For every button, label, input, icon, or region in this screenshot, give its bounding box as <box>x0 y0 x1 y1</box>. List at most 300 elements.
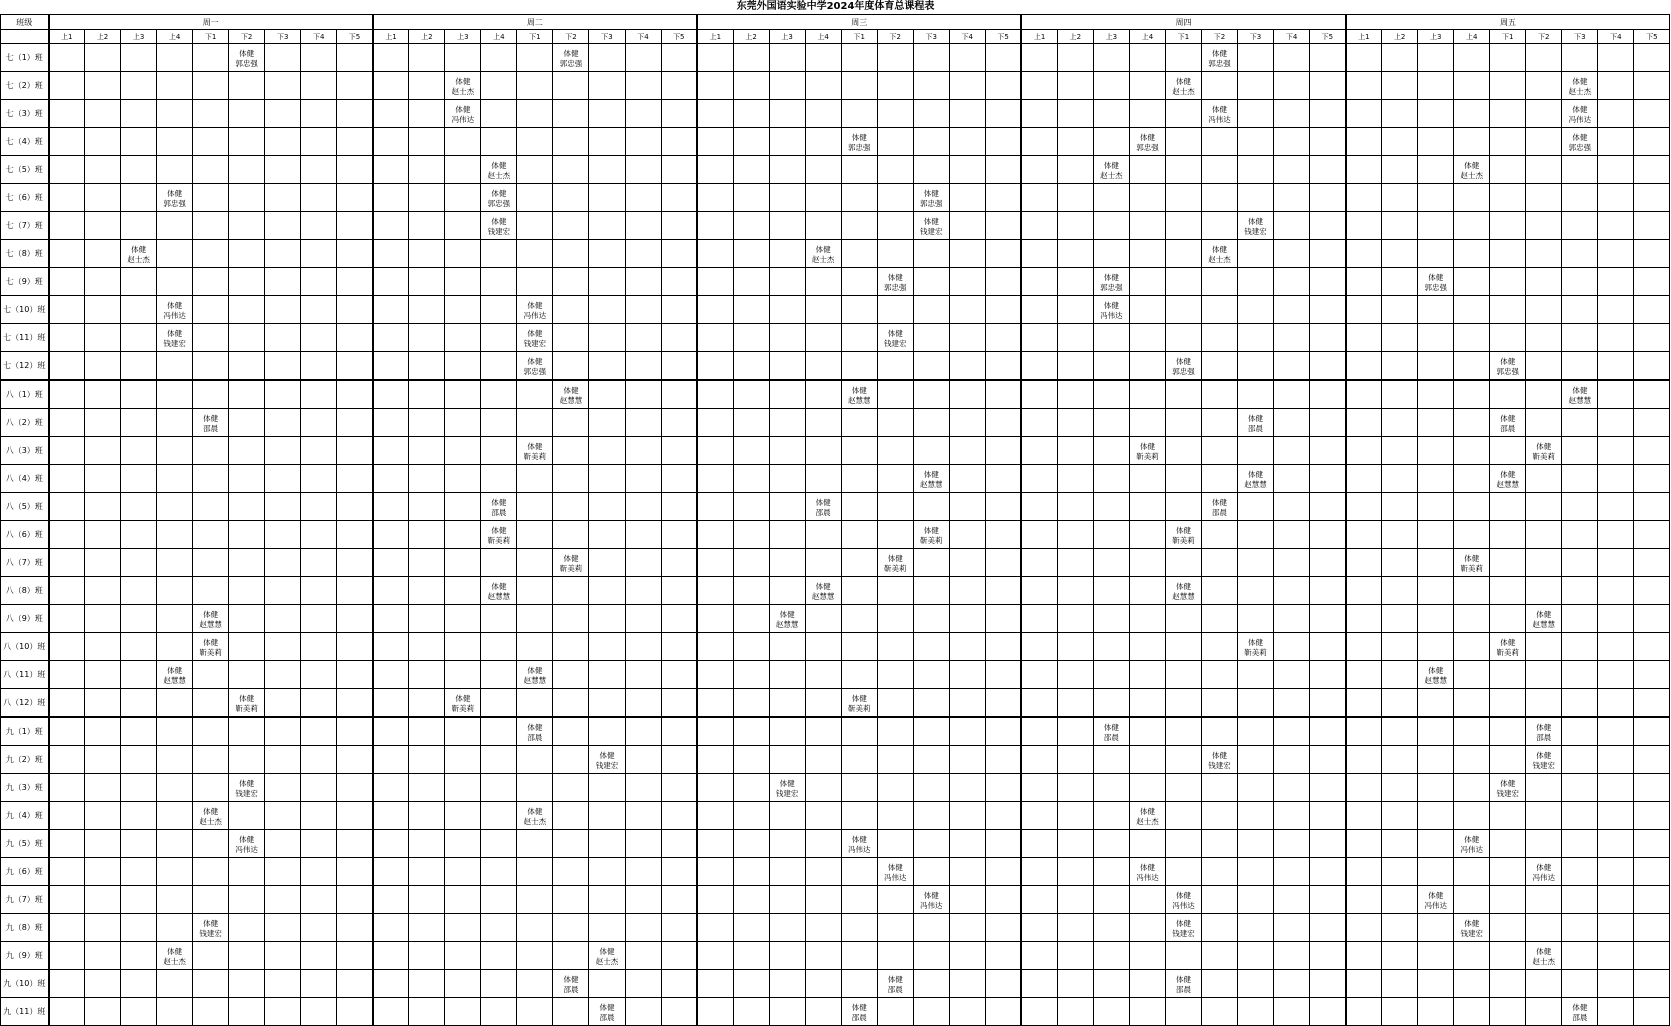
empty-cell[interactable] <box>409 100 445 128</box>
empty-cell[interactable] <box>1310 352 1346 381</box>
empty-cell[interactable] <box>1598 661 1634 689</box>
empty-cell[interactable] <box>49 717 85 746</box>
empty-cell[interactable] <box>193 661 229 689</box>
empty-cell[interactable] <box>85 633 121 661</box>
empty-cell[interactable] <box>301 521 337 549</box>
empty-cell[interactable] <box>1021 914 1057 942</box>
empty-cell[interactable] <box>85 942 121 970</box>
empty-cell[interactable] <box>517 998 553 1026</box>
empty-cell[interactable] <box>337 128 373 156</box>
empty-cell[interactable] <box>1274 633 1310 661</box>
empty-cell[interactable] <box>1634 802 1670 830</box>
empty-cell[interactable] <box>1598 942 1634 970</box>
empty-cell[interactable] <box>265 268 301 296</box>
empty-cell[interactable] <box>1238 324 1274 352</box>
empty-cell[interactable] <box>769 324 805 352</box>
empty-cell[interactable] <box>733 521 769 549</box>
empty-cell[interactable] <box>301 858 337 886</box>
empty-cell[interactable] <box>913 352 949 381</box>
empty-cell[interactable] <box>49 72 85 100</box>
empty-cell[interactable] <box>1490 998 1526 1026</box>
empty-cell[interactable] <box>841 465 877 493</box>
empty-cell[interactable] <box>1057 886 1093 914</box>
empty-cell[interactable] <box>553 409 589 437</box>
empty-cell[interactable] <box>625 128 661 156</box>
empty-cell[interactable] <box>985 661 1021 689</box>
empty-cell[interactable] <box>1310 774 1346 802</box>
empty-cell[interactable] <box>1310 661 1346 689</box>
empty-cell[interactable] <box>1598 858 1634 886</box>
empty-cell[interactable] <box>157 156 193 184</box>
empty-cell[interactable] <box>481 437 517 465</box>
empty-cell[interactable] <box>121 914 157 942</box>
empty-cell[interactable] <box>589 465 625 493</box>
empty-cell[interactable] <box>661 830 697 858</box>
empty-cell[interactable] <box>661 802 697 830</box>
empty-cell[interactable] <box>85 605 121 633</box>
empty-cell[interactable] <box>409 774 445 802</box>
empty-cell[interactable] <box>661 465 697 493</box>
empty-cell[interactable] <box>1634 72 1670 100</box>
lesson-cell[interactable] <box>1490 352 1526 381</box>
empty-cell[interactable] <box>1346 914 1382 942</box>
empty-cell[interactable] <box>877 72 913 100</box>
empty-cell[interactable] <box>1562 352 1598 381</box>
empty-cell[interactable] <box>1202 465 1238 493</box>
empty-cell[interactable] <box>661 156 697 184</box>
empty-cell[interactable] <box>49 774 85 802</box>
empty-cell[interactable] <box>1454 184 1490 212</box>
empty-cell[interactable] <box>49 268 85 296</box>
empty-cell[interactable] <box>373 549 409 577</box>
empty-cell[interactable] <box>301 746 337 774</box>
empty-cell[interactable] <box>1057 437 1093 465</box>
empty-cell[interactable] <box>337 689 373 718</box>
empty-cell[interactable] <box>121 465 157 493</box>
empty-cell[interactable] <box>913 72 949 100</box>
empty-cell[interactable] <box>121 886 157 914</box>
empty-cell[interactable] <box>697 240 733 268</box>
empty-cell[interactable] <box>769 352 805 381</box>
empty-cell[interactable] <box>661 44 697 72</box>
lesson-cell[interactable] <box>589 746 625 774</box>
empty-cell[interactable] <box>841 324 877 352</box>
empty-cell[interactable] <box>1274 437 1310 465</box>
empty-cell[interactable] <box>1310 914 1346 942</box>
empty-cell[interactable] <box>1238 128 1274 156</box>
empty-cell[interactable] <box>1526 184 1562 212</box>
lesson-cell[interactable] <box>913 886 949 914</box>
empty-cell[interactable] <box>1129 268 1165 296</box>
empty-cell[interactable] <box>1021 802 1057 830</box>
empty-cell[interactable] <box>481 774 517 802</box>
empty-cell[interactable] <box>373 296 409 324</box>
empty-cell[interactable] <box>121 493 157 521</box>
empty-cell[interactable] <box>481 717 517 746</box>
empty-cell[interactable] <box>1418 380 1454 409</box>
empty-cell[interactable] <box>1418 914 1454 942</box>
empty-cell[interactable] <box>1274 72 1310 100</box>
empty-cell[interactable] <box>481 689 517 718</box>
empty-cell[interactable] <box>301 998 337 1026</box>
empty-cell[interactable] <box>121 100 157 128</box>
empty-cell[interactable] <box>85 212 121 240</box>
empty-cell[interactable] <box>193 521 229 549</box>
lesson-cell[interactable] <box>1454 156 1490 184</box>
empty-cell[interactable] <box>1598 970 1634 998</box>
empty-cell[interactable] <box>1634 352 1670 381</box>
empty-cell[interactable] <box>1202 380 1238 409</box>
empty-cell[interactable] <box>1310 746 1346 774</box>
empty-cell[interactable] <box>1634 633 1670 661</box>
empty-cell[interactable] <box>373 465 409 493</box>
empty-cell[interactable] <box>409 746 445 774</box>
empty-cell[interactable] <box>625 605 661 633</box>
empty-cell[interactable] <box>157 717 193 746</box>
empty-cell[interactable] <box>1490 100 1526 128</box>
empty-cell[interactable] <box>625 521 661 549</box>
empty-cell[interactable] <box>1202 212 1238 240</box>
empty-cell[interactable] <box>1346 521 1382 549</box>
empty-cell[interactable] <box>481 830 517 858</box>
empty-cell[interactable] <box>769 942 805 970</box>
empty-cell[interactable] <box>481 886 517 914</box>
empty-cell[interactable] <box>1129 577 1165 605</box>
empty-cell[interactable] <box>1274 774 1310 802</box>
empty-cell[interactable] <box>265 128 301 156</box>
empty-cell[interactable] <box>697 324 733 352</box>
empty-cell[interactable] <box>553 858 589 886</box>
empty-cell[interactable] <box>1634 268 1670 296</box>
empty-cell[interactable] <box>1310 886 1346 914</box>
empty-cell[interactable] <box>481 128 517 156</box>
empty-cell[interactable] <box>1129 156 1165 184</box>
empty-cell[interactable] <box>1454 521 1490 549</box>
lesson-cell[interactable] <box>193 802 229 830</box>
empty-cell[interactable] <box>517 746 553 774</box>
empty-cell[interactable] <box>1454 970 1490 998</box>
lesson-cell[interactable] <box>553 549 589 577</box>
empty-cell[interactable] <box>517 465 553 493</box>
empty-cell[interactable] <box>1562 633 1598 661</box>
empty-cell[interactable] <box>1021 184 1057 212</box>
empty-cell[interactable] <box>121 409 157 437</box>
empty-cell[interactable] <box>985 44 1021 72</box>
empty-cell[interactable] <box>373 802 409 830</box>
empty-cell[interactable] <box>553 802 589 830</box>
empty-cell[interactable] <box>1274 128 1310 156</box>
empty-cell[interactable] <box>1057 212 1093 240</box>
empty-cell[interactable] <box>1346 324 1382 352</box>
empty-cell[interactable] <box>49 465 85 493</box>
empty-cell[interactable] <box>1021 352 1057 381</box>
empty-cell[interactable] <box>373 100 409 128</box>
empty-cell[interactable] <box>373 970 409 998</box>
empty-cell[interactable] <box>1238 240 1274 268</box>
empty-cell[interactable] <box>1093 549 1129 577</box>
lesson-cell[interactable] <box>1093 156 1129 184</box>
empty-cell[interactable] <box>49 661 85 689</box>
empty-cell[interactable] <box>229 886 265 914</box>
empty-cell[interactable] <box>1418 184 1454 212</box>
empty-cell[interactable] <box>121 324 157 352</box>
lesson-cell[interactable] <box>1526 746 1562 774</box>
empty-cell[interactable] <box>697 605 733 633</box>
empty-cell[interactable] <box>697 717 733 746</box>
empty-cell[interactable] <box>445 633 481 661</box>
empty-cell[interactable] <box>49 240 85 268</box>
empty-cell[interactable] <box>697 156 733 184</box>
empty-cell[interactable] <box>1274 212 1310 240</box>
empty-cell[interactable] <box>877 352 913 381</box>
empty-cell[interactable] <box>769 128 805 156</box>
empty-cell[interactable] <box>301 549 337 577</box>
empty-cell[interactable] <box>1490 437 1526 465</box>
empty-cell[interactable] <box>157 521 193 549</box>
empty-cell[interactable] <box>1382 717 1418 746</box>
empty-cell[interactable] <box>85 380 121 409</box>
lesson-cell[interactable] <box>841 998 877 1026</box>
empty-cell[interactable] <box>85 914 121 942</box>
empty-cell[interactable] <box>733 661 769 689</box>
empty-cell[interactable] <box>769 886 805 914</box>
empty-cell[interactable] <box>1093 942 1129 970</box>
lesson-cell[interactable] <box>517 437 553 465</box>
empty-cell[interactable] <box>1129 717 1165 746</box>
empty-cell[interactable] <box>1202 942 1238 970</box>
empty-cell[interactable] <box>1093 72 1129 100</box>
empty-cell[interactable] <box>157 689 193 718</box>
lesson-cell[interactable] <box>1562 380 1598 409</box>
empty-cell[interactable] <box>1021 296 1057 324</box>
empty-cell[interactable] <box>1346 493 1382 521</box>
empty-cell[interactable] <box>697 44 733 72</box>
empty-cell[interactable] <box>1346 240 1382 268</box>
empty-cell[interactable] <box>733 128 769 156</box>
empty-cell[interactable] <box>229 605 265 633</box>
empty-cell[interactable] <box>481 380 517 409</box>
empty-cell[interactable] <box>805 661 841 689</box>
empty-cell[interactable] <box>265 858 301 886</box>
empty-cell[interactable] <box>841 746 877 774</box>
empty-cell[interactable] <box>49 324 85 352</box>
empty-cell[interactable] <box>805 72 841 100</box>
empty-cell[interactable] <box>121 72 157 100</box>
empty-cell[interactable] <box>877 296 913 324</box>
empty-cell[interactable] <box>229 717 265 746</box>
empty-cell[interactable] <box>589 886 625 914</box>
empty-cell[interactable] <box>1490 184 1526 212</box>
empty-cell[interactable] <box>229 212 265 240</box>
empty-cell[interactable] <box>1418 802 1454 830</box>
empty-cell[interactable] <box>841 633 877 661</box>
empty-cell[interactable] <box>1634 774 1670 802</box>
empty-cell[interactable] <box>1382 100 1418 128</box>
empty-cell[interactable] <box>1274 746 1310 774</box>
empty-cell[interactable] <box>769 661 805 689</box>
empty-cell[interactable] <box>1454 465 1490 493</box>
empty-cell[interactable] <box>661 661 697 689</box>
empty-cell[interactable] <box>1274 661 1310 689</box>
empty-cell[interactable] <box>1165 156 1201 184</box>
empty-cell[interactable] <box>157 746 193 774</box>
empty-cell[interactable] <box>733 774 769 802</box>
empty-cell[interactable] <box>49 296 85 324</box>
empty-cell[interactable] <box>805 44 841 72</box>
empty-cell[interactable] <box>877 212 913 240</box>
empty-cell[interactable] <box>49 605 85 633</box>
empty-cell[interactable] <box>517 128 553 156</box>
empty-cell[interactable] <box>985 886 1021 914</box>
empty-cell[interactable] <box>409 717 445 746</box>
empty-cell[interactable] <box>841 184 877 212</box>
empty-cell[interactable] <box>697 268 733 296</box>
empty-cell[interactable] <box>1310 437 1346 465</box>
empty-cell[interactable] <box>1526 465 1562 493</box>
empty-cell[interactable] <box>1634 689 1670 718</box>
empty-cell[interactable] <box>1382 998 1418 1026</box>
empty-cell[interactable] <box>157 409 193 437</box>
empty-cell[interactable] <box>1129 521 1165 549</box>
empty-cell[interactable] <box>1093 437 1129 465</box>
empty-cell[interactable] <box>697 886 733 914</box>
empty-cell[interactable] <box>1454 774 1490 802</box>
empty-cell[interactable] <box>1490 970 1526 998</box>
empty-cell[interactable] <box>769 858 805 886</box>
empty-cell[interactable] <box>445 774 481 802</box>
empty-cell[interactable] <box>985 240 1021 268</box>
empty-cell[interactable] <box>1346 633 1382 661</box>
empty-cell[interactable] <box>877 521 913 549</box>
empty-cell[interactable] <box>985 493 1021 521</box>
empty-cell[interactable] <box>1202 72 1238 100</box>
empty-cell[interactable] <box>805 914 841 942</box>
empty-cell[interactable] <box>733 493 769 521</box>
empty-cell[interactable] <box>373 942 409 970</box>
empty-cell[interactable] <box>1382 886 1418 914</box>
empty-cell[interactable] <box>1129 409 1165 437</box>
empty-cell[interactable] <box>1129 774 1165 802</box>
empty-cell[interactable] <box>805 465 841 493</box>
empty-cell[interactable] <box>1202 352 1238 381</box>
empty-cell[interactable] <box>409 521 445 549</box>
empty-cell[interactable] <box>193 465 229 493</box>
empty-cell[interactable] <box>769 998 805 1026</box>
empty-cell[interactable] <box>193 970 229 998</box>
empty-cell[interactable] <box>949 577 985 605</box>
empty-cell[interactable] <box>1598 324 1634 352</box>
empty-cell[interactable] <box>625 296 661 324</box>
empty-cell[interactable] <box>1418 352 1454 381</box>
empty-cell[interactable] <box>589 100 625 128</box>
empty-cell[interactable] <box>1598 633 1634 661</box>
empty-cell[interactable] <box>805 605 841 633</box>
empty-cell[interactable] <box>301 100 337 128</box>
empty-cell[interactable] <box>1093 970 1129 998</box>
empty-cell[interactable] <box>1165 268 1201 296</box>
empty-cell[interactable] <box>1310 212 1346 240</box>
empty-cell[interactable] <box>1021 746 1057 774</box>
empty-cell[interactable] <box>1562 296 1598 324</box>
empty-cell[interactable] <box>337 44 373 72</box>
empty-cell[interactable] <box>1238 577 1274 605</box>
empty-cell[interactable] <box>949 689 985 718</box>
empty-cell[interactable] <box>1418 970 1454 998</box>
empty-cell[interactable] <box>769 633 805 661</box>
empty-cell[interactable] <box>1021 324 1057 352</box>
empty-cell[interactable] <box>805 324 841 352</box>
empty-cell[interactable] <box>697 380 733 409</box>
empty-cell[interactable] <box>1382 380 1418 409</box>
empty-cell[interactable] <box>1634 296 1670 324</box>
empty-cell[interactable] <box>1057 633 1093 661</box>
empty-cell[interactable] <box>1346 774 1382 802</box>
empty-cell[interactable] <box>1454 802 1490 830</box>
empty-cell[interactable] <box>1165 100 1201 128</box>
empty-cell[interactable] <box>517 689 553 718</box>
empty-cell[interactable] <box>733 409 769 437</box>
lesson-cell[interactable] <box>229 689 265 718</box>
empty-cell[interactable] <box>1021 633 1057 661</box>
empty-cell[interactable] <box>949 998 985 1026</box>
empty-cell[interactable] <box>733 633 769 661</box>
empty-cell[interactable] <box>913 661 949 689</box>
empty-cell[interactable] <box>85 802 121 830</box>
empty-cell[interactable] <box>1634 324 1670 352</box>
empty-cell[interactable] <box>1310 689 1346 718</box>
empty-cell[interactable] <box>733 830 769 858</box>
empty-cell[interactable] <box>697 689 733 718</box>
empty-cell[interactable] <box>1526 549 1562 577</box>
lesson-cell[interactable] <box>841 128 877 156</box>
empty-cell[interactable] <box>481 268 517 296</box>
empty-cell[interactable] <box>877 802 913 830</box>
empty-cell[interactable] <box>1274 184 1310 212</box>
empty-cell[interactable] <box>985 970 1021 998</box>
lesson-cell[interactable] <box>1202 493 1238 521</box>
empty-cell[interactable] <box>1598 240 1634 268</box>
empty-cell[interactable] <box>1418 44 1454 72</box>
lesson-cell[interactable] <box>1093 296 1129 324</box>
empty-cell[interactable] <box>877 746 913 774</box>
empty-cell[interactable] <box>949 44 985 72</box>
empty-cell[interactable] <box>1274 44 1310 72</box>
empty-cell[interactable] <box>85 296 121 324</box>
empty-cell[interactable] <box>337 156 373 184</box>
lesson-cell[interactable] <box>877 858 913 886</box>
empty-cell[interactable] <box>1346 437 1382 465</box>
empty-cell[interactable] <box>229 380 265 409</box>
lesson-cell[interactable] <box>1238 409 1274 437</box>
empty-cell[interactable] <box>121 942 157 970</box>
empty-cell[interactable] <box>949 72 985 100</box>
empty-cell[interactable] <box>193 549 229 577</box>
empty-cell[interactable] <box>373 212 409 240</box>
empty-cell[interactable] <box>877 661 913 689</box>
lesson-cell[interactable] <box>877 970 913 998</box>
empty-cell[interactable] <box>1310 128 1346 156</box>
empty-cell[interactable] <box>949 802 985 830</box>
empty-cell[interactable] <box>841 914 877 942</box>
empty-cell[interactable] <box>697 409 733 437</box>
empty-cell[interactable] <box>1418 240 1454 268</box>
empty-cell[interactable] <box>49 156 85 184</box>
empty-cell[interactable] <box>157 577 193 605</box>
empty-cell[interactable] <box>1382 296 1418 324</box>
empty-cell[interactable] <box>985 100 1021 128</box>
empty-cell[interactable] <box>1202 437 1238 465</box>
empty-cell[interactable] <box>445 437 481 465</box>
